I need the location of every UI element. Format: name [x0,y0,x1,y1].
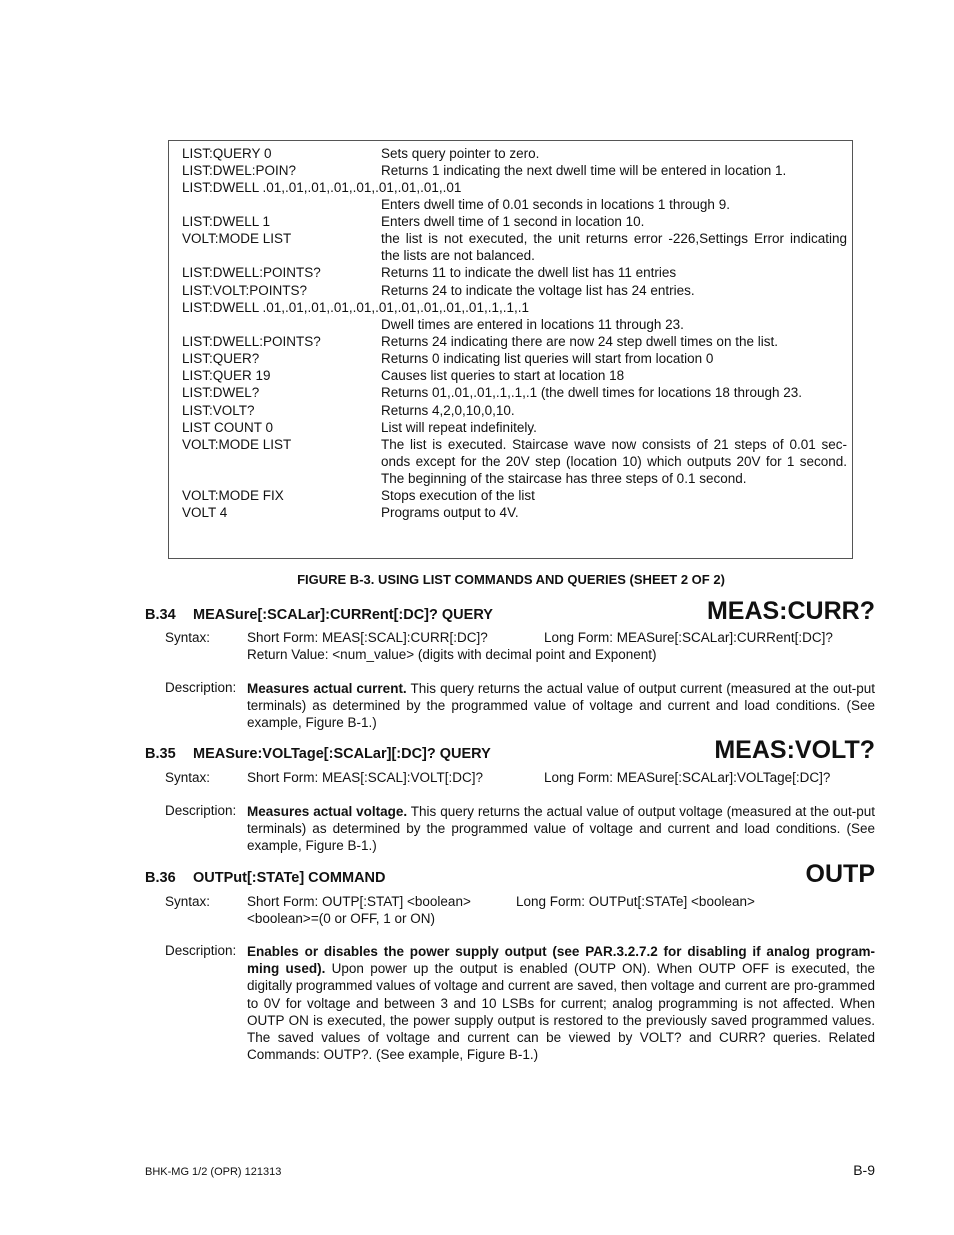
example-command: LIST:VOLT? [182,403,255,418]
section-heading [145,607,493,623]
example-command: LIST:DWELL:POINTS? [182,334,321,349]
example-description: the list is not executed, the unit returns error -226,Settings Error indicating [381,231,847,246]
description-text [247,680,875,732]
syntax-label: Syntax: [165,894,211,909]
example-command: LIST:DWELL:POINTS? [182,265,321,280]
description-label: Description: [165,943,237,958]
example-command: LIST:VOLT:POINTS? [182,283,308,298]
figure-caption: FIGURE B-3. USING LIST COMMANDS AND QUERIES (SHEET 2 OF 2) [297,572,725,587]
description-text [247,943,875,1063]
description-lead: Enables or disables the power supply output (see PAR.3.2.7.2 for disabling if analog program-ming used). [247,944,875,977]
example-description: Enters dwell time of 1 second in location 10. [381,214,645,229]
example-command: LIST:DWELL 1 [182,214,271,229]
command-mnemonic: MEAS:VOLT? [714,736,875,764]
example-command: VOLT:MODE LIST [182,437,292,452]
example-command: VOLT:MODE FIX [182,488,284,503]
section-title: MEASure:VOLTage[:SCALar][:DC]? QUERY [193,746,491,762]
boolean-values: <boolean>=(0 or OFF, 1 or ON) [247,911,435,926]
example-description: onds except for the 20V step (location 10) which outputs 20V for 1 second. [381,454,847,469]
long-form: Long Form: MEASure[:SCALar]:VOLTage[:DC]? [544,770,831,785]
section-number: B.35 [145,746,176,762]
example-description: The list is executed. Staircase wave now consists of 21 steps of 0.01 sec- [381,437,847,452]
example-description: Returns 4,2,0,10,0,10. [381,403,515,418]
example-command: LIST:QUER? [182,351,260,366]
example-command: LIST:DWELL .01,.01,.01,.01,.01,.01,.01,.01,.01,.01,.1,.1,.1 [182,300,529,315]
example-description: Returns 24 to indicate the voltage list has 24 entries. [381,283,695,298]
example-description: Programs output to 4V. [381,505,519,520]
section-number: B.36 [145,870,176,886]
command-mnemonic: OUTP [805,860,875,888]
example-command: VOLT 4 [182,505,228,520]
example-description: List will repeat indefinitely. [381,420,537,435]
description-label: Description: [165,803,237,818]
return-value: Return Value: <num_value> (digits with decimal point and Exponent) [247,647,657,662]
long-form: Long Form: MEASure[:SCALar]:CURRent[:DC]? [544,630,833,645]
section-title: OUTPut[:STATe] COMMAND [193,870,386,886]
example-description: the lists are not balanced. [381,248,535,263]
section-heading [145,870,386,886]
page-number: B-9 [853,1162,875,1178]
example-description: Returns 01,.01,.01,.1,.1,.1 (the dwell times for locations 18 through 23. [381,385,802,400]
syntax-label: Syntax: [165,770,211,785]
short-form: Short Form: OUTP[:STAT] <boolean> [247,894,471,909]
example-command: LIST:DWELL .01,.01,.01,.01,.01,.01,.01,.01,.01 [182,180,462,195]
footer-document-id: BHK-MG 1/2 (OPR) 121313 [145,1166,282,1178]
example-command: VOLT:MODE LIST [182,231,292,246]
syntax-label: Syntax: [165,630,211,645]
example-description: Dwell times are entered in locations 11 through 23. [381,317,684,332]
command-mnemonic: MEAS:CURR? [706,597,875,625]
description-lead: Measures actual current. [247,681,407,696]
example-command: LIST COUNT 0 [182,420,274,435]
description-body: This query returns the actual value of output voltage (measured at the out-put terminals) as determined by the programmed value of voltage and current and load conditions. (See example, Figure B-1.) [247,804,875,854]
example-description: Sets query pointer to zero. [381,146,540,161]
description-text [247,803,875,855]
description-body: Upon power up the output is enabled (OUTP ON). When OUTP OFF is executed, the digitally programmed values of voltage and current are saved, then voltage and current are pro-grammed to 0V for voltage and between 3 and 10 LSBs for current; analog programming is not affected. When OUTP ON is executed, the power supply output is restored to the previously saved programmed values. The saved values of voltage and current can be viewed by VOLT? and CURR? queries. Related Commands: OUTP?. (See example, Figure B-1.) [247,961,875,1063]
example-description: Stops execution of the list [381,488,535,503]
section-title: MEASure[:SCALar]:CURRent[:DC]? QUERY [193,607,493,623]
example-description: Returns 11 to indicate the dwell list has 11 entries [381,265,677,280]
description-lead: Measures actual voltage. [247,804,408,819]
example-description: The beginning of the staircase has three steps of 0.1 second. [381,471,747,486]
description-body: This query returns the actual value of output current (measured at the out-put terminals) as determined by the programmed value of voltage and current and load conditions. (See example, Figure B-1.) [247,681,875,731]
example-command: LIST:QUERY 0 [182,146,272,161]
short-form: Short Form: MEAS[:SCAL]:VOLT[:DC]? [247,770,484,785]
example-description: Returns 1 indicating the next dwell time will be entered in location 1. [381,163,787,178]
section-heading [145,746,491,762]
long-form: Long Form: OUTPut[:STATe] <boolean> [516,894,755,909]
example-description: Returns 24 indicating there are now 24 step dwell times on the list. [381,334,778,349]
example-description: Returns 0 indicating list queries will start from location 0 [381,351,714,366]
description-label: Description: [165,680,237,695]
example-description: Causes list queries to start at location 18 [381,368,625,383]
section-number: B.34 [145,607,176,623]
example-command: LIST:DWEL:POIN? [182,163,297,178]
example-command: LIST:QUER 19 [182,368,271,383]
example-command: LIST:DWEL? [182,385,260,400]
short-form: Short Form: MEAS[:SCAL]:CURR[:DC]? [247,630,488,645]
example-description: Enters dwell time of 0.01 seconds in locations 1 through 9. [381,197,730,212]
